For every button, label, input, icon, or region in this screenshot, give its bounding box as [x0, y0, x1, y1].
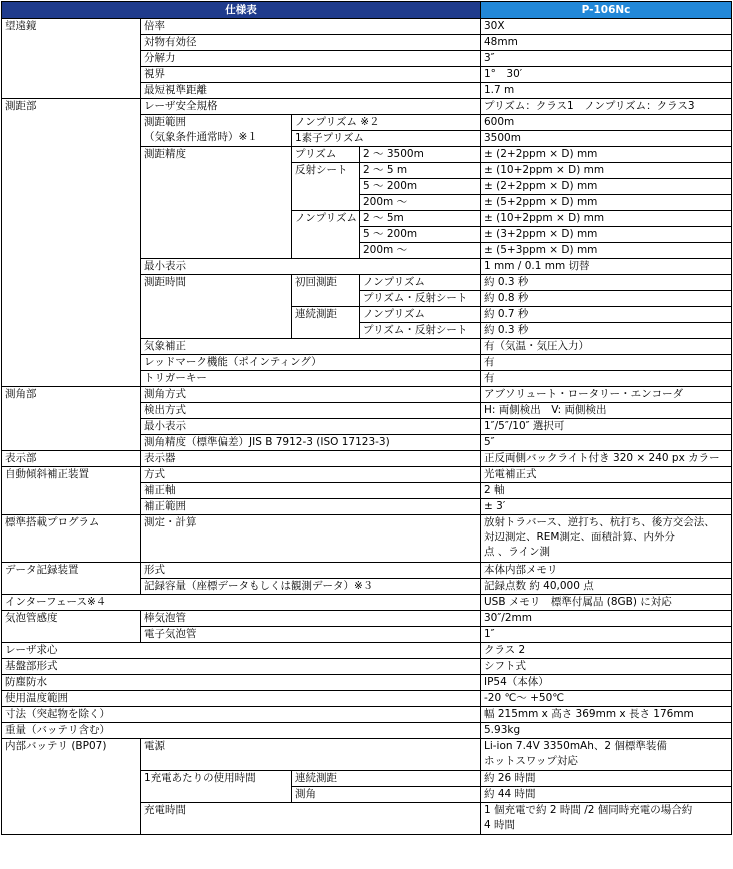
accuracy-range: 2 ～ 3500m: [360, 147, 481, 163]
range-label: [141, 115, 292, 147]
section-label: 使用温度範囲: [2, 691, 481, 707]
table-row: [2, 563, 732, 579]
item-label: レーザ安全規格: [141, 99, 481, 115]
item-label: 気象補正: [141, 339, 481, 355]
charge-line: 4 時間: [484, 819, 516, 831]
item-value: 光電補正式: [481, 467, 732, 483]
item-label: 分解力: [141, 51, 481, 67]
table-row: [2, 99, 732, 115]
table-row: [2, 611, 732, 627]
table-row: [2, 675, 732, 691]
item-label: レッドマーク機能（ポインティング）: [141, 355, 481, 371]
item-label: 対物有効径: [141, 35, 481, 51]
item-label: 表示器: [141, 451, 481, 467]
item-value: クラス 2: [481, 643, 732, 659]
item-label: 最短視準距離: [141, 83, 481, 99]
spec-table: [1, 1, 732, 835]
table-row: [2, 659, 732, 675]
item-label: 最小表示: [141, 419, 481, 435]
section-label: 内部バッテリ (BP07): [2, 739, 141, 835]
program-line: 点 、ライン測: [484, 546, 551, 558]
item-label: 補正範囲: [141, 499, 481, 515]
item-value: 5.93kg: [481, 723, 732, 739]
item-value: -20 ℃～ +50℃: [481, 691, 732, 707]
item-value: プリズム：クラス1 ノンプリズム：クラス3: [481, 99, 732, 115]
section-label: レーザ求心: [2, 643, 481, 659]
table-row: [2, 467, 732, 483]
item-label: 最小表示: [141, 259, 481, 275]
time-mode: 初回測距: [292, 275, 360, 307]
item-value: 有: [481, 371, 732, 387]
program-line: 対辺測定、REM測定、面積計算、内外分: [484, 531, 675, 543]
table-header-row: [2, 2, 732, 19]
table-row: [2, 707, 732, 723]
item-value: 1″: [481, 627, 732, 643]
item-value: 1° 30′: [481, 67, 732, 83]
item-value: ± 3′: [481, 499, 732, 515]
section-label: 自動傾斜補正装置: [2, 467, 141, 515]
item-value: 1.7 m: [481, 83, 732, 99]
item-label: 充電時間: [141, 803, 481, 835]
time-target: ノンプリズム: [360, 307, 481, 323]
section-label: 寸法（突起物を除く）: [2, 707, 481, 723]
table-row: [2, 595, 732, 611]
item-value: 2 軸: [481, 483, 732, 499]
item-value: 3500m: [481, 131, 732, 147]
time-target: プリズム・反射シート: [360, 323, 481, 339]
accuracy-range: 2 ～ 5m: [360, 211, 481, 227]
item-value: 約 0.3 秒: [481, 275, 732, 291]
item-value: 幅 215mm x 高さ 369mm x 長さ 176mm: [481, 707, 732, 723]
item-value: ± (5+2ppm × D) mm: [481, 195, 732, 211]
item-value: [481, 739, 732, 771]
item-label: 電源: [141, 739, 481, 771]
table-row: [2, 19, 732, 35]
accuracy-range: 2 ～ 5 m: [360, 163, 481, 179]
item-value: ± (2+2ppm × D) mm: [481, 147, 732, 163]
item-label: 視界: [141, 67, 481, 83]
item-value: ± (3+2ppm × D) mm: [481, 227, 732, 243]
accuracy-range: 200m ～: [360, 243, 481, 259]
item-value: 約 0.7 秒: [481, 307, 732, 323]
table-row: [2, 739, 732, 771]
charge-line: 1 個充電で約 2 時間 /2 個同時充電の場合約: [484, 804, 693, 816]
accuracy-type: 反射シート: [292, 163, 360, 211]
item-label: 補正軸: [141, 483, 481, 499]
time-label: 測距時間: [141, 275, 292, 339]
section-label: 基盤部形式: [2, 659, 481, 675]
item-value: USB メモリ 標準付属品 (8GB) に対応: [481, 595, 732, 611]
time-target: プリズム・反射シート: [360, 291, 481, 307]
item-value: 5″: [481, 435, 732, 451]
item-value: 約 0.8 秒: [481, 291, 732, 307]
model-name: P-106Nc: [481, 2, 732, 19]
section-label: 望遠鏡: [2, 19, 141, 99]
item-value: 有（気温・気圧入力）: [481, 339, 732, 355]
section-label: 表示部: [2, 451, 141, 467]
item-value: H: 両側検出 V: 両側検出: [481, 403, 732, 419]
section-label: 気泡管感度: [2, 611, 141, 643]
item-value: 約 26 時間: [481, 771, 732, 787]
item-label: 倍率: [141, 19, 481, 35]
accuracy-range: 5 ～ 200m: [360, 227, 481, 243]
program-list: [481, 515, 732, 563]
section-label: 防塵防水: [2, 675, 481, 691]
item-value: 約 0.3 秒: [481, 323, 732, 339]
time-mode: 連続測距: [292, 307, 360, 339]
item-value: 記録点数 約 40,000 点: [481, 579, 732, 595]
item-value: シフト式: [481, 659, 732, 675]
item-label: 電子気泡管: [141, 627, 481, 643]
section-label: 測角部: [2, 387, 141, 451]
item-value: 1 mm / 0.1 mm 切替: [481, 259, 732, 275]
section-label: データ記録装置: [2, 563, 141, 595]
accuracy-range: 200m ～: [360, 195, 481, 211]
accuracy-type: ノンプリズム: [292, 211, 360, 259]
item-label: 形式: [141, 563, 481, 579]
item-label: 測定・計算: [141, 515, 481, 563]
table-row: [2, 723, 732, 739]
item-value: アブソリュート・ロータリー・エンコーダ: [481, 387, 732, 403]
item-label: 記録容量（座標データもしくは観測データ）※３: [141, 579, 481, 595]
item-value: ± (2+2ppm × D) mm: [481, 179, 732, 195]
section-label: 標準搭載プログラム: [2, 515, 141, 563]
item-label: 1素子プリズム: [292, 131, 481, 147]
table-title: 仕様表: [2, 2, 481, 19]
item-label: トリガーキー: [141, 371, 481, 387]
item-label: 測角: [292, 787, 481, 803]
item-value: 30X: [481, 19, 732, 35]
item-value: 30″/2mm: [481, 611, 732, 627]
power-line: Li-ion 7.4V 3350mAh、2 個標準装備: [484, 740, 667, 752]
usage-label: 1充電あたりの使用時間: [141, 771, 292, 803]
power-line: ホットスワップ対応: [484, 755, 578, 767]
section-label: 測距部: [2, 99, 141, 387]
table-row: [2, 515, 732, 563]
item-value: 有: [481, 355, 732, 371]
item-label: 棒気泡管: [141, 611, 481, 627]
item-value: 1″/5″/10″ 選択可: [481, 419, 732, 435]
item-label: 測角精度（標準偏差）JIS B 7912-3 (ISO 17123-3): [141, 435, 481, 451]
item-value: 正反両側バックライト付き 320 × 240 px カラー: [481, 451, 732, 467]
table-row: [2, 643, 732, 659]
item-value: 本体内部メモリ: [481, 563, 732, 579]
item-label: 連続測距: [292, 771, 481, 787]
section-label: インターフェース※４: [2, 595, 481, 611]
range-label-line2: （気象条件通常時）※１: [144, 131, 258, 143]
item-value: 48mm: [481, 35, 732, 51]
item-value: [481, 803, 732, 835]
accuracy-label: 測距精度: [141, 147, 292, 259]
item-value: IP54（本体）: [481, 675, 732, 691]
program-line: 放射トラバース、逆打ち、杭打ち、後方交会法、: [484, 516, 715, 528]
item-label: ノンプリズム ※２: [292, 115, 481, 131]
table-row: [2, 387, 732, 403]
table-row: [2, 451, 732, 467]
time-target: ノンプリズム: [360, 275, 481, 291]
item-value: ± (10+2ppm × D) mm: [481, 163, 732, 179]
section-label: 重量（バッテリ含む）: [2, 723, 481, 739]
item-label: 方式: [141, 467, 481, 483]
range-label-line1: 測距範囲: [144, 116, 186, 128]
item-value: 3″: [481, 51, 732, 67]
item-value: 約 44 時間: [481, 787, 732, 803]
item-value: ± (10+2ppm × D) mm: [481, 211, 732, 227]
item-value: 600m: [481, 115, 732, 131]
item-label: 測角方式: [141, 387, 481, 403]
item-value: ± (5+3ppm × D) mm: [481, 243, 732, 259]
accuracy-type: プリズム: [292, 147, 360, 163]
item-label: 検出方式: [141, 403, 481, 419]
accuracy-range: 5 ～ 200m: [360, 179, 481, 195]
table-row: [2, 691, 732, 707]
